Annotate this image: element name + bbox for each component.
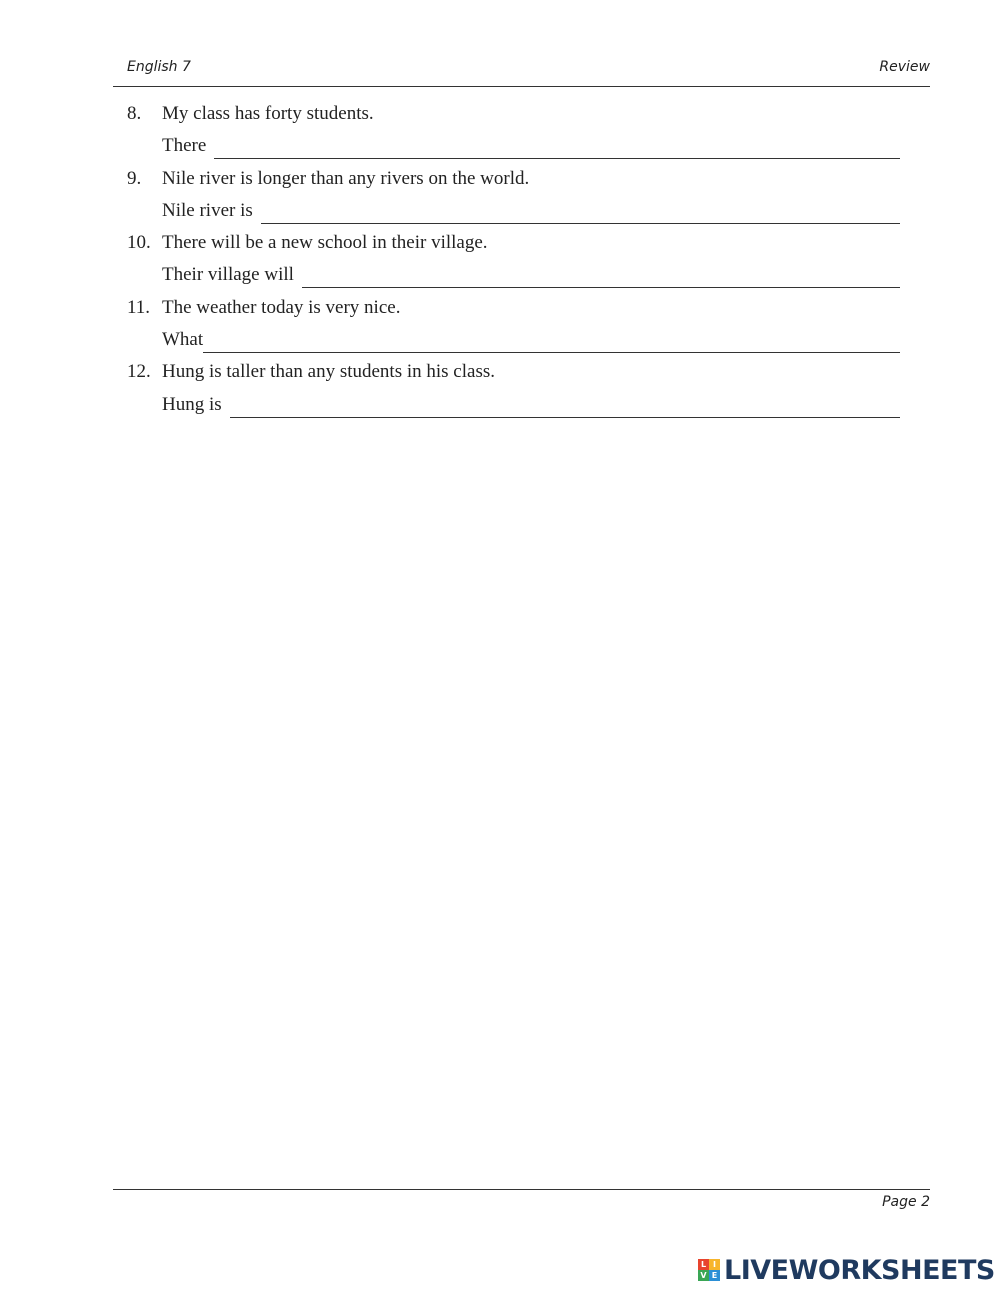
answer-prompt: What bbox=[162, 329, 204, 350]
question-number: 9. bbox=[127, 168, 142, 189]
liveworksheets-brand bbox=[698, 1255, 995, 1285]
question-text: There will be a new school in their village. bbox=[162, 232, 488, 253]
answer-input-line[interactable] bbox=[203, 328, 900, 353]
question-number: 12. bbox=[127, 361, 151, 382]
header-subject: English 7 bbox=[127, 59, 191, 75]
question-number: 8. bbox=[127, 103, 142, 124]
question-number: 11. bbox=[127, 297, 151, 318]
question-text: Nile river is longer than any rivers on the world. bbox=[162, 168, 530, 189]
answer-row-8 bbox=[162, 133, 900, 157]
answer-prompt: Hung is bbox=[162, 394, 222, 415]
logo-letter: L bbox=[698, 1259, 709, 1270]
question-number: 10. bbox=[127, 232, 151, 253]
question-text: My class has forty students. bbox=[162, 103, 374, 124]
answer-input-line[interactable] bbox=[302, 263, 900, 288]
answer-prompt: There bbox=[162, 135, 207, 156]
brand-name: LIVEWORKSHEETS bbox=[724, 1254, 995, 1286]
page-footer bbox=[113, 1189, 930, 1220]
answer-input-line[interactable] bbox=[214, 134, 900, 159]
question-text: Hung is taller than any students in his class. bbox=[162, 361, 495, 382]
logo-letter: V bbox=[698, 1270, 709, 1281]
answer-row-9 bbox=[162, 198, 900, 222]
answer-row-10 bbox=[162, 262, 900, 286]
logo-letter: I bbox=[709, 1259, 720, 1270]
answer-input-line[interactable] bbox=[261, 199, 900, 224]
answer-prompt: Nile river is bbox=[162, 200, 253, 221]
logo-letter: E bbox=[709, 1270, 720, 1281]
page-header bbox=[113, 56, 930, 87]
page-number: Page 2 bbox=[882, 1194, 930, 1210]
answer-row-12 bbox=[162, 392, 900, 416]
answer-row-11 bbox=[162, 327, 900, 351]
header-section: Review bbox=[879, 59, 930, 75]
answer-input-line[interactable] bbox=[230, 393, 900, 418]
liveworksheets-logo-icon bbox=[698, 1259, 720, 1281]
question-text: The weather today is very nice. bbox=[162, 297, 401, 318]
answer-prompt: Their village will bbox=[162, 264, 294, 285]
